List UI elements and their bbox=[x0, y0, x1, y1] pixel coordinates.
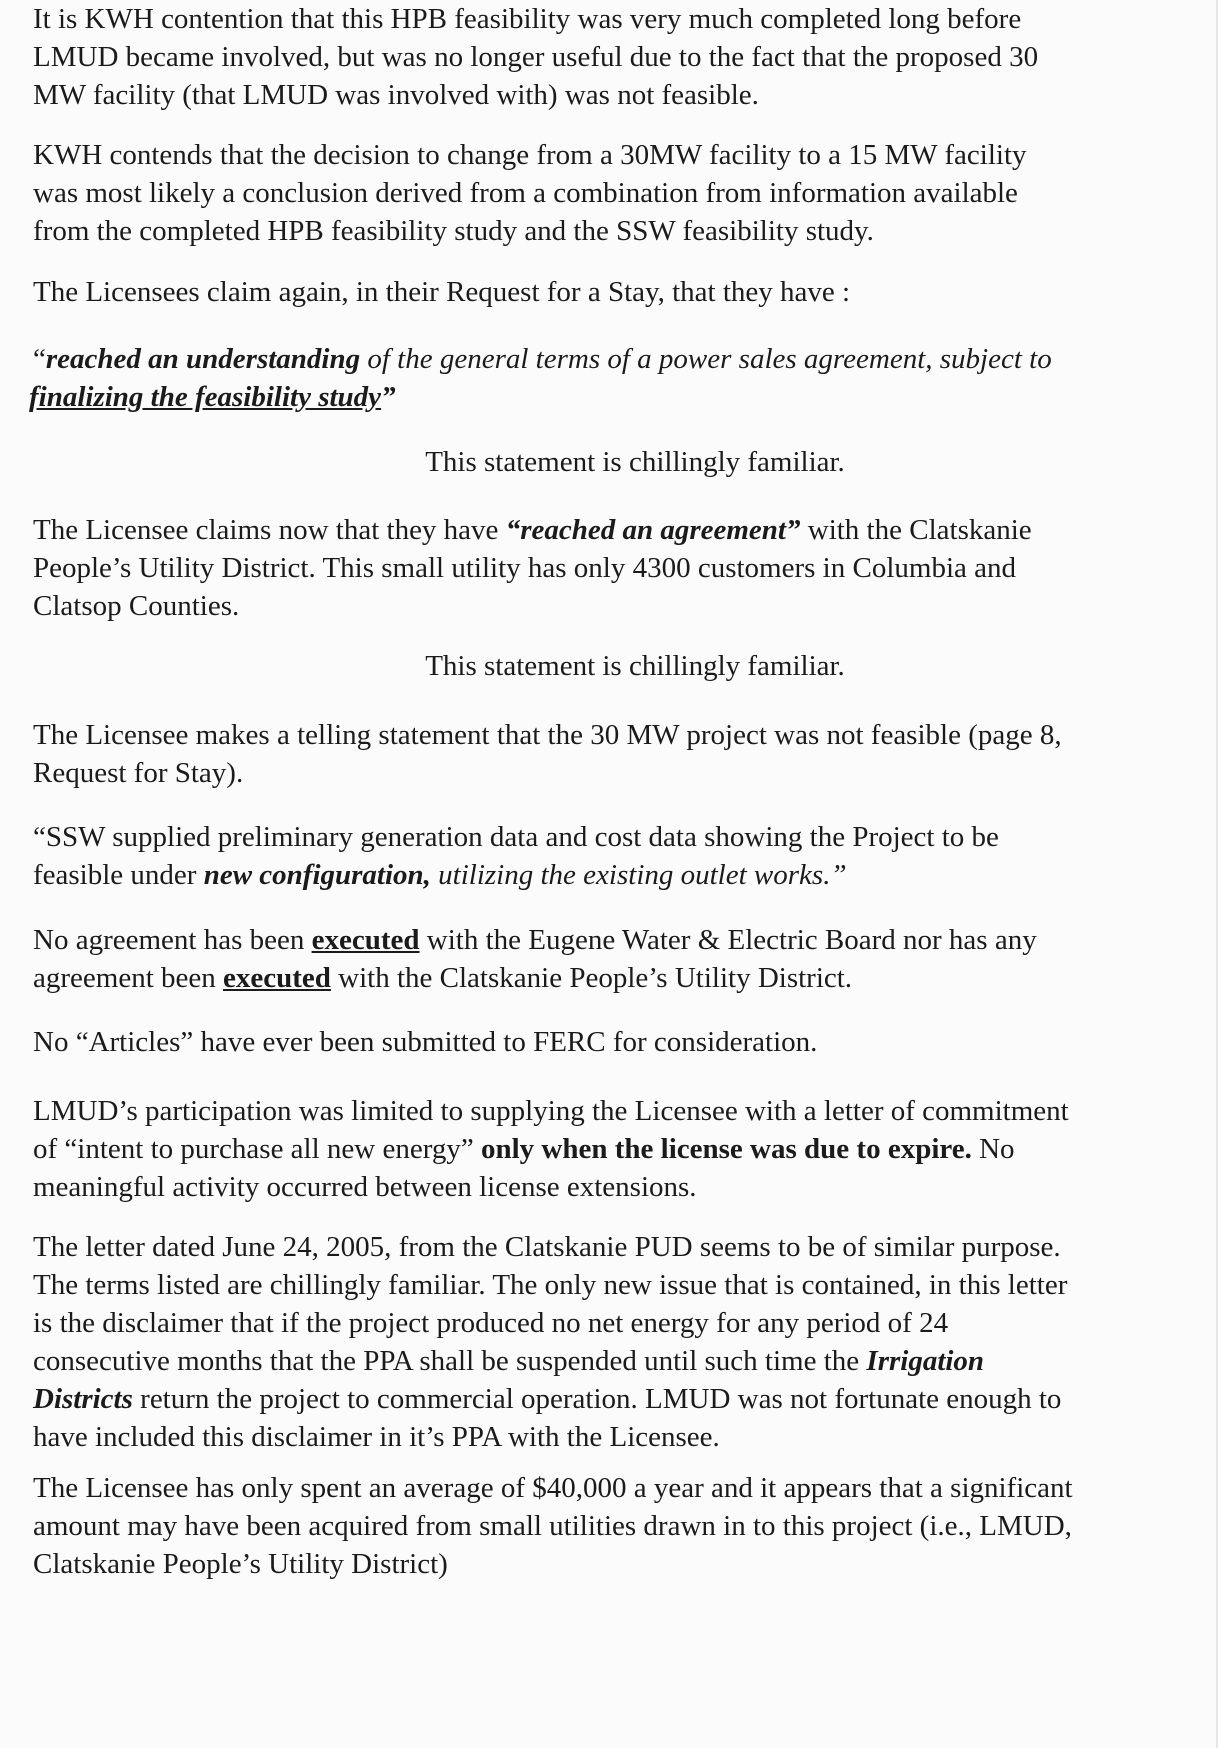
paragraph-no-agreement: No agreement has been executed with the Eugene Water & Electric Board nor has any agreement been executed with the Clatskanie People’s Utility District. bbox=[33, 924, 1037, 994]
paragraph-letter-dated: The letter dated June 24, 2005, from the Clatskanie PUD seems to be of similar purpose. The terms listed are chillingly familiar. The only new issue that is contained, in this letter is the disclaimer that if the project produced no net energy for any period of 24 consecutive months that the PPA shall be suspended until such time the Irrigation Districts return the project to commercial operation. LMUD was not fortunate enough to have included this disclaimer in it’s PPA with the Licensee. bbox=[33, 1231, 1068, 1453]
paragraph-kwh-contends: KWH contends that the decision to change from a 30MW facility to a 15 MW facility was most likely a conclusion derived from a combination from information available from the completed HPB feasibility study and the SSW feasibility study. bbox=[33, 139, 1027, 247]
paragraph-telling-statement: The Licensee makes a telling statement that the 30 MW project was not feasible (page 8, Request for Stay). bbox=[33, 719, 1062, 789]
paragraph-no-articles: No “Articles” have ever been submitted to FERC for consideration. bbox=[33, 1026, 818, 1058]
quote-ssw-supplied: “SSW supplied preliminary generation data and cost data showing the Project to be feasible under new configuration, utilizing the existing outlet works.” bbox=[33, 821, 999, 891]
paragraph-licensee-spent: The Licensee has only spent an average of $40,000 a year and it appears that a significant amount may have been acquired from small utilities drawn in to this project (i.e., LMUD, Clatskanie People’s Utility District) bbox=[33, 1472, 1073, 1580]
quote-understanding: “reached an understanding of the general terms of a power sales agreement, subject to finalizing the feasibility study” bbox=[29, 343, 1052, 413]
centered-statement-1: This statement is chillingly familiar. bbox=[425, 446, 845, 478]
paragraph-reached-agreement: The Licensee claims now that they have “reached an agreement” with the Clatskanie People’s Utility District. This small utility has only 4300 customers in Columbia and Clatsop Counties. bbox=[33, 514, 1032, 622]
paragraph-lmud-participation: LMUD’s participation was limited to supplying the Licensee with a letter of commitment of “intent to purchase all new energy” only when the license was due to expire. No meaningful activity occurred between license extensions. bbox=[33, 1095, 1069, 1203]
paragraph-licensees-claim: The Licensees claim again, in their Request for a Stay, that they have : bbox=[33, 276, 851, 308]
paragraph-kwh-contention: It is KWH contention that this HPB feasibility was very much completed long before LMUD became involved, but was no longer useful due to the fact that the proposed 30 MW facility (that LMUD was involved with) was not feasible. bbox=[33, 3, 1039, 111]
centered-statement-2: This statement is chillingly familiar. bbox=[425, 650, 845, 682]
